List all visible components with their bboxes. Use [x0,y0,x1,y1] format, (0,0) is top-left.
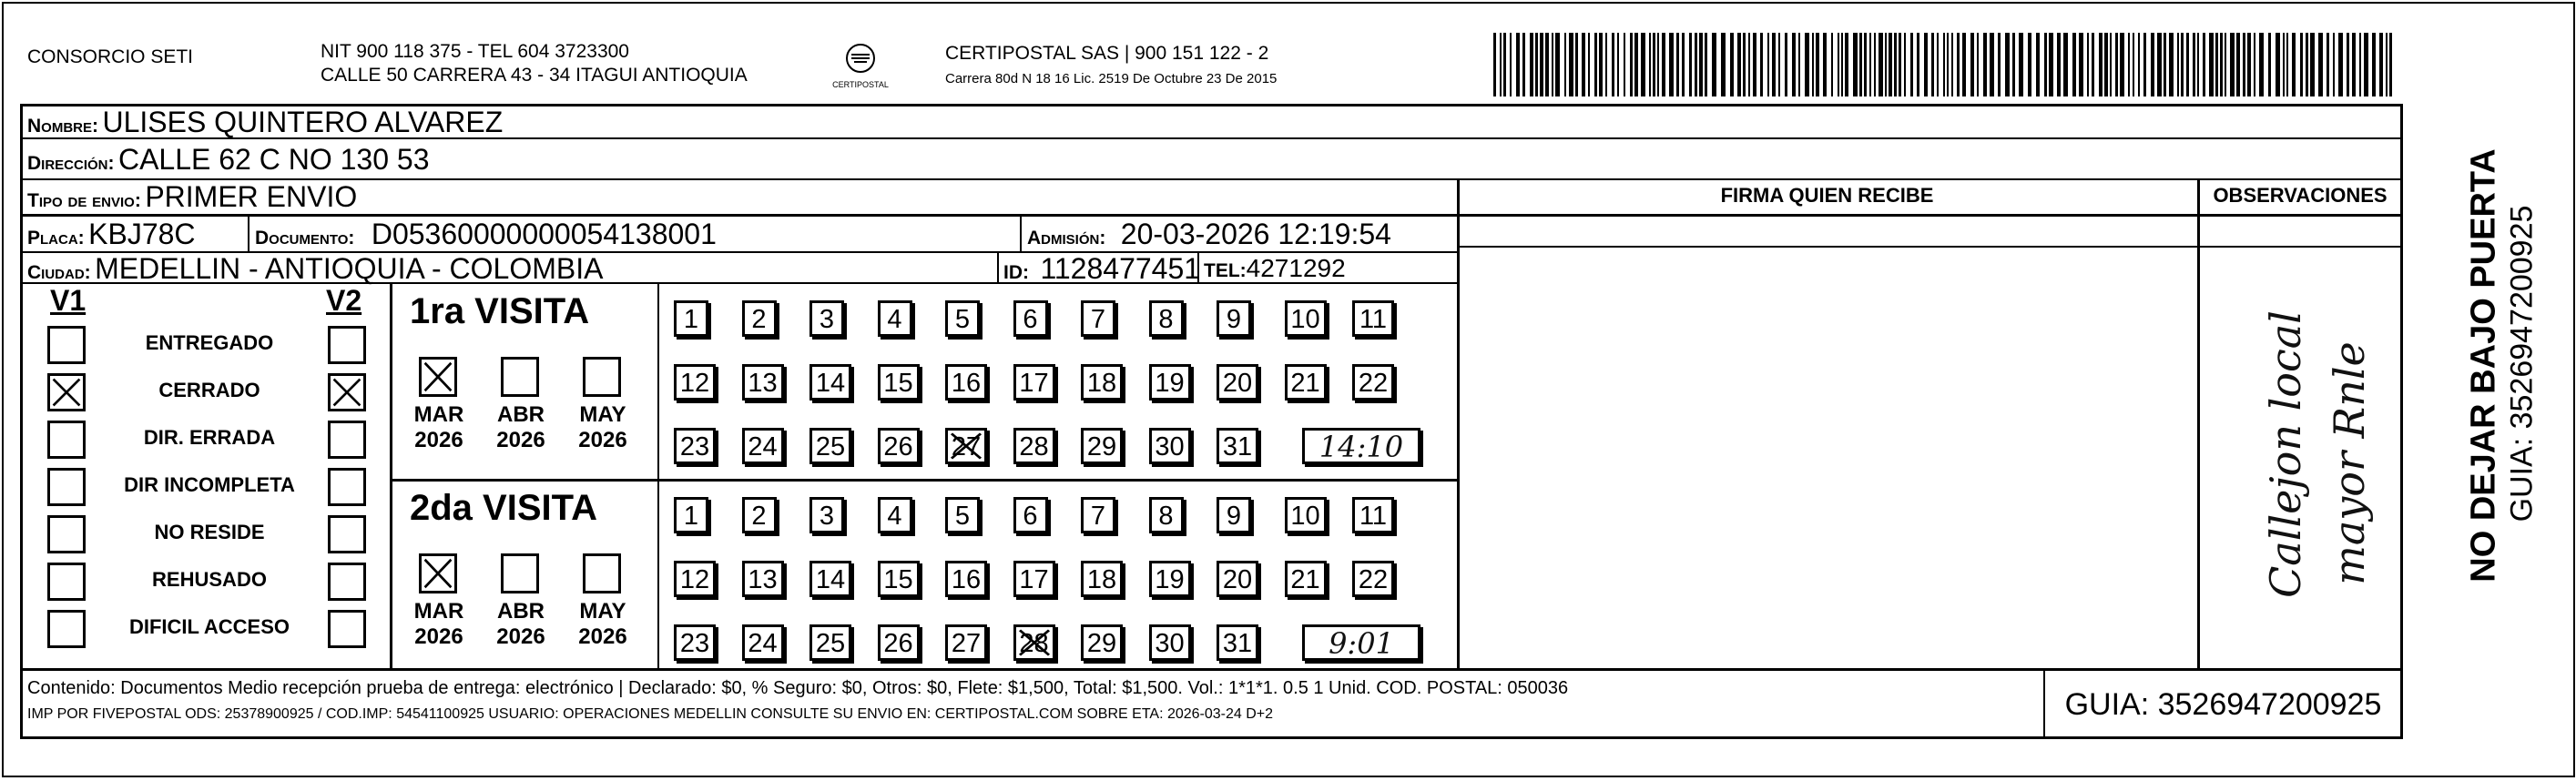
day-number: 25 [815,432,846,462]
day-box[interactable] [1149,497,1184,533]
day-number: 3 [819,305,835,334]
address-value: CALLE 62 C NO 130 53 [117,143,430,176]
month-checkbox[interactable] [501,357,539,397]
day-number: 1 [683,305,699,334]
shipment-field [27,180,357,214]
plate-label: Placa: [27,228,85,248]
day-number: 12 [679,565,710,594]
day-number: 5 [954,502,971,531]
visit-title: 2da VISITA [410,488,597,528]
v2-checkbox[interactable] [328,373,366,411]
day-number: 7 [1090,305,1106,334]
day-number: 24 [748,432,778,462]
shipment-label: Tipo de envio: [27,190,141,211]
day-number: 15 [883,369,913,398]
day-number: 10 [1290,502,1320,531]
day-number: 12 [679,369,710,398]
day-box[interactable] [809,497,844,533]
day-box[interactable] [1013,364,1055,401]
month-label: MAY [579,599,626,624]
day-number: 22 [1358,565,1389,594]
day-box[interactable] [1081,624,1123,661]
observations-handwriting [2204,248,2400,666]
v2-checkbox[interactable] [328,610,366,648]
day-box[interactable] [1013,561,1055,597]
v2-label: V2 [326,284,362,317]
v2-checkbox[interactable] [328,468,366,506]
day-box[interactable] [1149,428,1191,464]
plate-value: KBJ78C [88,218,196,250]
day-box[interactable] [945,561,987,597]
plate-field [27,218,196,251]
day-number: 10 [1290,305,1320,334]
day-number: 20 [1222,565,1253,594]
city-field [27,252,603,286]
certipostal-line: CERTIPOSTAL SAS | 900 151 122 - 2 [945,43,1269,64]
day-box[interactable] [1352,561,1394,597]
time-box[interactable] [1302,428,1420,464]
day-box[interactable] [1149,624,1191,661]
month-year: 2026 [496,624,545,649]
month-checkbox[interactable] [501,553,539,593]
document-value: D05360000000054138001 [371,218,717,250]
day-box[interactable] [878,624,920,661]
month-year: 2026 [578,428,627,452]
day-box[interactable] [945,428,987,464]
day-number: 23 [679,629,710,658]
signature-header: FIRMA QUIEN RECIBE [1720,184,1934,207]
month-label: MAR [413,402,464,427]
day-box[interactable] [742,561,784,597]
address-label: Dirección: [27,153,115,174]
day-number: 1 [683,502,699,531]
month-label: MAY [579,402,626,427]
row-line [20,214,2403,217]
day-box[interactable] [809,428,851,464]
month-label: ABR [497,402,545,427]
day-box[interactable] [878,428,920,464]
column-divider [1457,178,1460,668]
tel-field [1204,254,1346,283]
day-number: 9 [1226,502,1242,531]
day-box[interactable] [1081,300,1115,337]
v1-checkbox[interactable] [47,515,86,553]
day-number: 4 [887,305,902,334]
v2-checkbox[interactable] [328,563,366,601]
month-checkbox[interactable] [583,553,621,593]
day-box[interactable] [878,561,920,597]
status-label: DIFICIL ACCESO [128,615,290,638]
handwriting-line-1: Callejon local [2261,310,2310,598]
day-box[interactable] [1081,561,1123,597]
day-box[interactable] [1217,561,1258,597]
admission-field [1027,218,1391,251]
day-box[interactable] [945,364,987,401]
day-box[interactable] [674,497,708,533]
day-number: 13 [748,565,778,594]
day-box[interactable] [1352,364,1394,401]
name-field [27,106,503,139]
day-box[interactable] [1081,497,1115,533]
footer-top-line [20,668,2403,671]
month-checkbox[interactable] [419,553,457,593]
status-label: ENTREGADO [145,331,274,354]
visit-title: 1ra VISITA [410,291,590,331]
day-number: 3 [819,502,835,531]
day-number: 27 [951,432,982,462]
admission-value: 20-03-2026 12:19:54 [1120,218,1391,250]
day-number: 21 [1290,565,1320,594]
observations-header: OBSERVACIONES [2213,184,2388,207]
day-box[interactable] [674,624,716,661]
day-box[interactable] [1352,497,1394,533]
visit-divider-inner [657,284,659,668]
day-number: 19 [1155,565,1185,594]
day-number: 26 [883,432,913,462]
day-box[interactable] [742,300,777,337]
certipostal-logo [824,40,897,98]
id-value: 1128477451 [1040,252,1201,285]
day-box[interactable] [1149,561,1191,597]
divider [1020,215,1022,251]
side-notice: NO DEJAR BAJO PUERTA [2464,148,2503,583]
v2-checkbox[interactable] [328,515,366,553]
day-number: 23 [679,432,710,462]
day-number: 24 [748,629,778,658]
day-number: 30 [1155,629,1185,658]
day-number: 2 [751,305,767,334]
license-line: Carrera 80d N 18 16 Lic. 2519 De Octubre 23 De 2015 [945,71,1278,86]
day-number: 14 [815,369,846,398]
day-box[interactable] [674,300,708,337]
day-number: 22 [1358,369,1389,398]
day-box[interactable] [1217,364,1258,401]
month-label: MAR [413,599,464,624]
v1-label: V1 [50,284,87,317]
time-written: 9:01 [1329,626,1394,661]
day-box[interactable] [1081,428,1123,464]
tel-value: 4271292 [1246,254,1346,282]
column-divider [2197,178,2200,668]
day-box[interactable] [945,497,980,533]
day-box[interactable] [809,561,851,597]
day-box[interactable] [809,300,844,337]
barcode [1493,33,2404,96]
city-label: Ciudad: [27,262,91,283]
day-number: 8 [1158,502,1174,531]
status-label: DIR INCOMPLETA [124,473,295,496]
side-text [2411,109,2539,655]
day-box[interactable] [878,497,912,533]
id-field [1003,252,1200,286]
day-box[interactable] [1285,364,1327,401]
day-box[interactable] [1013,497,1048,533]
day-number: 17 [1019,565,1049,594]
day-box[interactable] [878,300,912,337]
day-number: 30 [1155,432,1185,462]
day-box[interactable] [945,300,980,337]
day-box[interactable] [1217,300,1251,337]
day-box[interactable] [1217,497,1251,533]
footer-imp-line: IMP POR FIVEPOSTAL ODS: 25378900925 / COD.IMP: 54541100925 USUARIO: OPERACIONES MEDELLIN CONSULTE SU ENVIO EN: CERTIPOSTAL.COM SOBRE ETA: 2026-03-24 D+2 [27,706,1274,722]
day-number: 17 [1019,369,1049,398]
day-number: 27 [951,629,982,658]
visit-divider [390,479,1457,482]
v1-checkbox[interactable] [47,373,86,411]
status-label: REHUSADO [152,568,267,591]
day-box[interactable] [1149,300,1184,337]
day-box[interactable] [809,624,851,661]
footer-content-line: Contenido: Documentos Medio recepción prueba de entrega: electrónico | Declarado: $0, % Seguro: $0, Otros: $0, Flete: $1,500, Total: $1,500. Vol.: 1*1*1. 0.5 1 Unid. COD. POSTAL: 050036 [27,678,1569,698]
divider [997,252,999,283]
id-label: ID: [1003,262,1029,283]
day-box[interactable] [1217,624,1258,661]
city-value: MEDELLIN - ANTIOQUIA - COLOMBIA [95,252,604,285]
day-number: 13 [748,369,778,398]
day-number: 18 [1086,565,1117,594]
day-number: 16 [951,565,982,594]
day-number: 4 [887,502,902,531]
v1-checkbox[interactable] [47,610,86,648]
v2-checkbox[interactable] [328,421,366,459]
footer-guia: GUIA: 3526947200925 [2064,687,2382,722]
day-box[interactable] [1285,561,1327,597]
day-box[interactable] [1149,364,1191,401]
month-year: 2026 [496,428,545,452]
tel-label: TEL: [1204,260,1247,281]
name-label: Nombre: [27,116,98,137]
status-label: DIR. ERRADA [143,426,276,449]
day-number: 15 [883,565,913,594]
day-box[interactable] [674,428,716,464]
month-year: 2026 [578,624,627,649]
day-number: 28 [1019,432,1049,462]
day-box[interactable] [945,624,987,661]
day-number: 14 [815,565,846,594]
v1-checkbox[interactable] [47,563,86,601]
day-box[interactable] [742,497,777,533]
day-number: 16 [951,369,982,398]
day-number: 21 [1290,369,1320,398]
nit-line: NIT 900 118 375 - TEL 604 3723300 [321,41,629,62]
day-box[interactable] [1013,624,1055,661]
handwriting-line-2: mayor Rnle [2325,341,2374,585]
day-number: 31 [1222,432,1253,462]
address-field [27,143,429,177]
day-number: 7 [1090,502,1106,531]
day-box[interactable] [742,428,784,464]
divider [1197,252,1199,283]
day-box[interactable] [1352,300,1394,337]
day-box[interactable] [674,364,716,401]
logo-text: CERTIPOSTAL [832,80,889,89]
signature-area[interactable] [1461,248,2194,666]
day-box[interactable] [1013,428,1055,464]
v2-checkbox[interactable] [328,326,366,364]
month-year: 2026 [414,428,463,452]
status-label: NO RESIDE [154,521,265,543]
day-number: 9 [1226,305,1242,334]
time-box[interactable] [1302,624,1420,661]
day-number: 26 [883,629,913,658]
day-number: 20 [1222,369,1253,398]
day-box[interactable] [1081,364,1123,401]
day-box[interactable] [878,364,920,401]
day-number: 11 [1359,502,1388,531]
day-box[interactable] [1217,428,1258,464]
row-line [20,178,2403,180]
day-box[interactable] [742,624,784,661]
company-name: CONSORCIO SETI [27,46,194,67]
status-label: CERRADO [158,379,260,401]
month-label: ABR [497,599,545,624]
month-checkbox[interactable] [583,357,621,397]
day-number: 2 [751,502,767,531]
day-box[interactable] [674,561,716,597]
day-number: 6 [1023,502,1038,531]
time-written: 14:10 [1319,430,1404,464]
day-box[interactable] [742,364,784,401]
admission-label: Admisión: [1027,228,1106,248]
name-value: ULISES QUINTERO ALVAREZ [102,106,504,138]
day-box[interactable] [1013,300,1048,337]
day-number: 5 [954,305,971,334]
day-number: 8 [1158,305,1174,334]
day-box[interactable] [1285,497,1327,533]
side-guia: GUIA: 3526947200925 [2504,205,2540,522]
document-field [255,218,717,251]
day-number: 29 [1086,629,1117,658]
v1-checkbox[interactable] [47,468,86,506]
month-checkbox[interactable] [419,357,457,397]
day-number: 19 [1155,369,1185,398]
day-number: 28 [1019,629,1049,658]
day-number: 6 [1023,305,1038,334]
month-year: 2026 [414,624,463,649]
address-line: CALLE 50 CARRERA 43 - 34 ITAGUI ANTIOQUIA [321,65,748,86]
divider [248,215,249,251]
day-box[interactable] [1285,300,1327,337]
document-label: Documento: [255,228,355,248]
shipment-value: PRIMER ENVIO [145,180,358,213]
day-number: 25 [815,629,846,658]
day-number: 29 [1086,432,1117,462]
block-divider [390,284,392,668]
day-number: 31 [1222,629,1253,658]
day-number: 18 [1086,369,1117,398]
v1-checkbox[interactable] [47,326,86,364]
day-box[interactable] [809,364,851,401]
v1-checkbox[interactable] [47,421,86,459]
day-number: 11 [1359,305,1388,334]
